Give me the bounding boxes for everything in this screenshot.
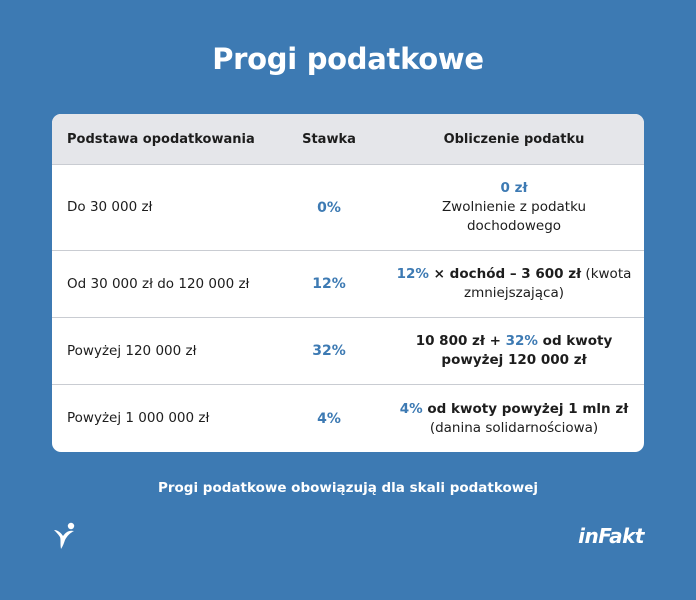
calc-formula: od kwoty powyżej 1 mln zł [422, 400, 629, 417]
row-calc [384, 265, 644, 303]
calc-base-amount: 10 800 zł + [415, 333, 506, 349]
table-row [52, 318, 644, 385]
header-calc: Obliczenie podatku [443, 131, 585, 147]
row-calc [384, 400, 644, 438]
calc-note: (danina solidarnościowa) [429, 419, 599, 436]
calc-amount: 0 zł [500, 180, 528, 196]
footer-note: Progi podatkowe obowiązują dla skali podatkowej [157, 480, 539, 496]
calc-formula: od kwoty powyżej 120 000 zł [441, 333, 613, 368]
header-base: Podstawa opodatkowania [67, 131, 255, 147]
row-base: Powyżej 1 000 000 zł [67, 410, 210, 426]
page-title: Progi podatkowe [212, 42, 484, 76]
row-calc [384, 179, 644, 236]
calc-rate: 4% [399, 400, 423, 417]
table-header [52, 114, 644, 165]
row-base: Od 30 000 zł do 120 000 zł [67, 275, 250, 292]
infakt-symbol-icon [52, 522, 78, 550]
header-rate: Stawka [302, 131, 356, 147]
row-calc [384, 332, 644, 370]
table-row [52, 165, 644, 251]
calc-description: Zwolnienie z podatku dochodowego [441, 199, 587, 234]
calc-rate: 32% [505, 333, 538, 349]
calc-note: (kwota zmniejszająca) [464, 266, 632, 301]
row-rate: 0% [317, 199, 341, 216]
row-base: Do 30 000 zł [67, 199, 153, 215]
row-rate: 32% [312, 343, 346, 359]
table-row [52, 385, 644, 452]
calc-rate: 12% [396, 266, 429, 282]
infakt-logo: inFakt [578, 524, 644, 548]
row-rate: 4% [317, 410, 341, 427]
table-row [52, 251, 644, 318]
calc-formula: × dochód – 3 600 zł [428, 266, 582, 282]
row-base: Powyżej 120 000 zł [67, 342, 197, 359]
tax-thresholds-table [52, 114, 644, 452]
row-rate: 12% [312, 276, 346, 292]
